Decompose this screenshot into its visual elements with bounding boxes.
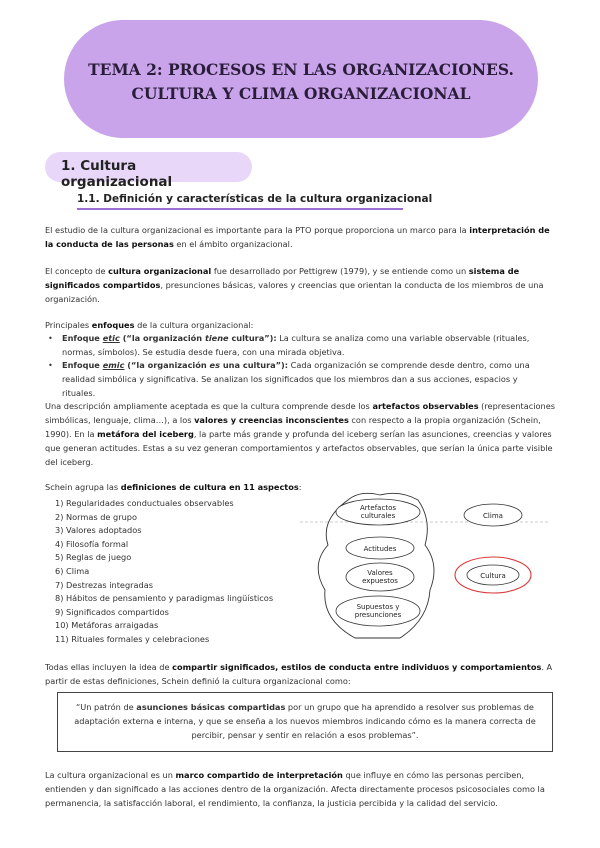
definition-quote: “Un patrón de asunciones básicas compartidas por un grupo que ha aprendido a resolver sus problemas de adaptación externa e interna, y que se enseña a los nuevos miembros indicando cómo es la manera correcta de percibir, pensar y sentir en relación a esos problemas”. xyxy=(74,702,536,740)
aspects-list xyxy=(55,497,273,647)
list-item: 2) Normas de grupo xyxy=(55,511,138,522)
node-artefactos-label-2: culturales xyxy=(360,512,396,520)
node-valores-label-2: expuestos xyxy=(362,577,398,585)
page-title: TEMA 2: PROCESOS EN LAS ORGANIZACIONES. CULTURA Y CLIMA ORGANIZACIONAL xyxy=(88,60,514,103)
list-item: 5) Reglas de juego xyxy=(55,552,132,563)
node-artefactos-label-1: Artefactos xyxy=(360,504,396,512)
paragraph-concept: El concepto de cultura organizacional fue desarrollado por Pettigrew (1979), y se entiende como un sistema de significados compartidos, presunciones básicas, valores y creencias que orientan la conducta de los miembros de una organización. xyxy=(45,266,544,304)
list-item: 11) Rituales formales y celebraciones xyxy=(55,633,210,644)
paragraph-iceberg: Una descripción ampliamente aceptada es que la cultura comprende desde los artefactos observables (representaciones simbólicas, lenguaje, clima…), a los valores y creencias inconscientes con respecto a la propia organización (Schein, 1990). En la metáfora del iceberg, la parte más grande y profunda del iceberg serían las asunciones, creencias y valores que generan actitudes. Estas a su vez generan comportamientos y artefactos observables, que serían la única parte visible del iceberg. xyxy=(45,401,556,467)
list-item: 3) Valores adoptados xyxy=(55,525,142,536)
list-item: 4) Filosofía formal xyxy=(55,538,129,549)
list-item: 7) Destrezas integradas xyxy=(55,579,154,590)
paragraph-compartir: Todas ellas incluyen la idea de compartir significados, estilos de conducta entre individuos y comportamientos. A partir de estas definiciones, Schein definió la cultura organizacional como: xyxy=(45,662,553,686)
bullet-icon: • xyxy=(48,360,53,370)
subsection-underline xyxy=(77,208,403,210)
bullet-emic: • Enfoque emic (“la organización es una cultura”): Cada organización se comprende desde dentro, como una realidad simbólica y significativa. Se analizan los significados que los miembros dan a sus acciones, espacios y rituales. xyxy=(48,360,530,398)
list-item: 8) Hábitos de pensamiento y paradigmas lingüísticos xyxy=(55,593,274,604)
list-item: 1) Regularidades conductuales observables xyxy=(55,498,234,508)
bullet-icon: • xyxy=(48,333,53,343)
node-supuestos-label-1: Supuestos y xyxy=(356,603,400,611)
subsection-heading: 1.1. Definición y características de la cultura organizacional xyxy=(77,193,433,205)
node-valores-label-1: Valores xyxy=(367,569,393,577)
list-item: 10) Metáforas arraigadas xyxy=(55,620,159,631)
paragraph-marco: La cultura organizacional es un marco compartido de interpretación que influye en cómo las personas perciben, entienden y dan significado a las acciones dentro de la organización. Afecta directamente procesos psicosociales como la permanencia, la satisfacción laboral, el rendimiento, la confianza, la justicia percibida y la calidad del servicio. xyxy=(45,770,545,808)
iceberg-diagram xyxy=(300,490,550,640)
list-item: 9) Significados compartidos xyxy=(55,606,169,617)
section-heading: 1. Cultura organizacional xyxy=(45,152,252,182)
paragraph-enfoques: Principales enfoques de la cultura organizacional: xyxy=(45,320,254,330)
node-clima-label: Clima xyxy=(483,512,503,520)
list-item: 6) Clima xyxy=(55,565,90,576)
bullet-etic: • Enfoque etic (“la organización tiene cultura”): La cultura se analiza como una variable observable (rituales, normas, símbolos). Se estudia desde fuera, con una mirada objetiva. xyxy=(48,333,530,357)
paragraph-intro: El estudio de la cultura organizacional es importante para la PTO porque proporciona un marco para la interpretación de la conducta de las personas en el ámbito organizacional. xyxy=(45,225,550,249)
paragraph-schein: Schein agrupa las definiciones de cultura en 11 aspectos: xyxy=(45,482,302,492)
definition-quote-box xyxy=(57,692,553,752)
node-actitudes-label: Actitudes xyxy=(363,545,397,553)
node-cultura-label: Cultura xyxy=(480,572,506,580)
node-supuestos-label-2: presunciones xyxy=(354,611,402,619)
